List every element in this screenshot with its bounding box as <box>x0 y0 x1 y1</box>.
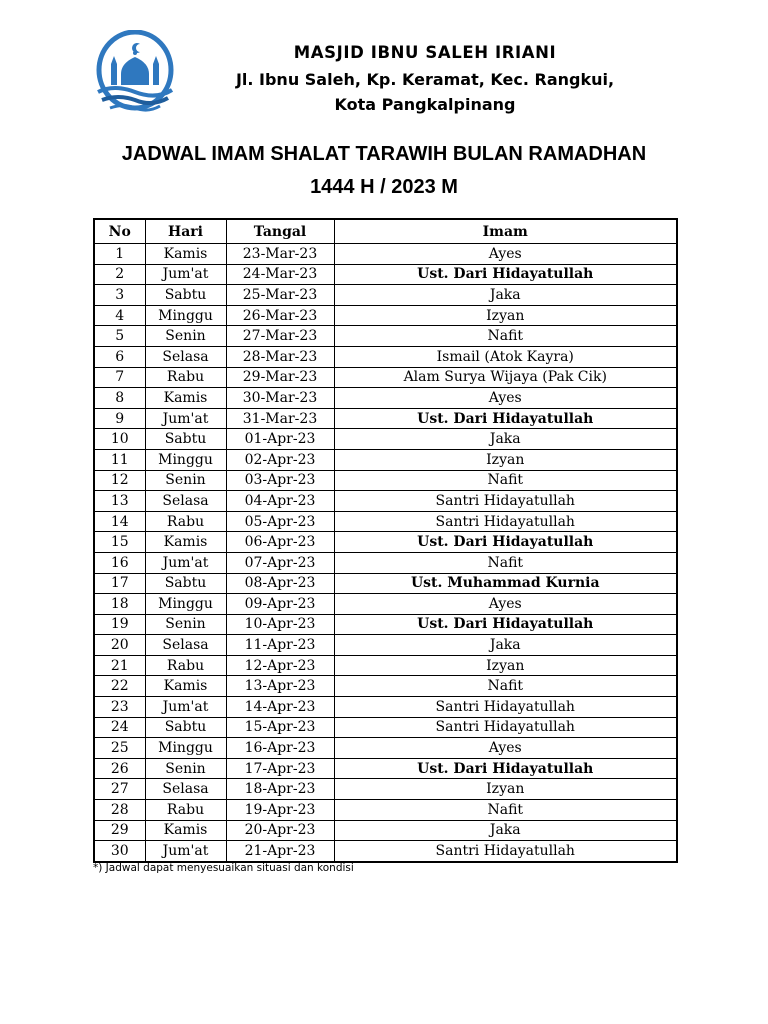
cell-no: 7 <box>94 367 145 388</box>
cell-imam: Jaka <box>334 635 677 656</box>
cell-imam: Nafit <box>334 800 677 821</box>
cell-tanggal: 04-Apr-23 <box>226 491 334 512</box>
cell-tanggal: 10-Apr-23 <box>226 614 334 635</box>
cell-no: 11 <box>94 449 145 470</box>
table-row <box>94 758 677 779</box>
table-row <box>94 573 677 594</box>
table-header-row <box>94 219 677 244</box>
cell-no: 13 <box>94 491 145 512</box>
mosque-logo-icon <box>94 30 176 116</box>
cell-hari: Jum'at <box>145 264 226 285</box>
schedule-year: 1444 H / 2023 M <box>310 176 458 198</box>
cell-tanggal: 14-Apr-23 <box>226 697 334 718</box>
cell-no: 27 <box>94 779 145 800</box>
cell-hari: Jum'at <box>145 841 226 862</box>
cell-tanggal: 03-Apr-23 <box>226 470 334 491</box>
cell-hari: Selasa <box>145 346 226 367</box>
cell-no: 16 <box>94 552 145 573</box>
cell-tanggal: 01-Apr-23 <box>226 429 334 450</box>
cell-hari: Minggu <box>145 738 226 759</box>
cell-no: 24 <box>94 717 145 738</box>
cell-imam: Ayes <box>334 244 677 265</box>
table-row <box>94 264 677 285</box>
table-row <box>94 491 677 512</box>
cell-hari: Senin <box>145 470 226 491</box>
cell-tanggal: 06-Apr-23 <box>226 532 334 553</box>
cell-tanggal: 26-Mar-23 <box>226 305 334 326</box>
cell-no: 6 <box>94 346 145 367</box>
table-row <box>94 470 677 491</box>
header-hari: Hari <box>145 219 226 244</box>
cell-no: 23 <box>94 697 145 718</box>
table-row <box>94 285 677 306</box>
cell-no: 5 <box>94 326 145 347</box>
header-imam: Imam <box>334 219 677 244</box>
table-row <box>94 779 677 800</box>
cell-no: 20 <box>94 635 145 656</box>
cell-imam: Nafit <box>334 676 677 697</box>
cell-imam: Izyan <box>334 655 677 676</box>
cell-tanggal: 28-Mar-23 <box>226 346 334 367</box>
cell-hari: Selasa <box>145 635 226 656</box>
cell-tanggal: 24-Mar-23 <box>226 264 334 285</box>
cell-tanggal: 21-Apr-23 <box>226 841 334 862</box>
cell-tanggal: 23-Mar-23 <box>226 244 334 265</box>
cell-hari: Minggu <box>145 449 226 470</box>
cell-tanggal: 17-Apr-23 <box>226 758 334 779</box>
schedule-title: JADWAL IMAM SHALAT TARAWIH BULAN RAMADHAN <box>121 143 647 165</box>
table-row <box>94 738 677 759</box>
table-row <box>94 552 677 573</box>
table-row <box>94 820 677 841</box>
table-row <box>94 532 677 553</box>
cell-hari: Rabu <box>145 367 226 388</box>
table-row <box>94 388 677 409</box>
cell-imam: Jaka <box>334 285 677 306</box>
table-row <box>94 614 677 635</box>
cell-imam: Ust. Dari Hidayatullah <box>334 532 677 553</box>
cell-no: 30 <box>94 841 145 862</box>
cell-tanggal: 29-Mar-23 <box>226 367 334 388</box>
header-no: No <box>94 219 145 244</box>
cell-imam: Jaka <box>334 429 677 450</box>
cell-hari: Kamis <box>145 532 226 553</box>
cell-hari: Senin <box>145 326 226 347</box>
cell-imam: Izyan <box>334 305 677 326</box>
cell-hari: Kamis <box>145 244 226 265</box>
cell-imam: Santri Hidayatullah <box>334 841 677 862</box>
cell-imam: Santri Hidayatullah <box>334 491 677 512</box>
cell-imam: Ust. Dari Hidayatullah <box>334 408 677 429</box>
table-row <box>94 841 677 862</box>
cell-tanggal: 13-Apr-23 <box>226 676 334 697</box>
cell-imam: Alam Surya Wijaya (Pak Cik) <box>334 367 677 388</box>
mosque-name: MASJID IBNU SALEH IRIANI <box>293 43 557 62</box>
cell-no: 12 <box>94 470 145 491</box>
cell-hari: Rabu <box>145 511 226 532</box>
cell-no: 4 <box>94 305 145 326</box>
cell-tanggal: 30-Mar-23 <box>226 388 334 409</box>
cell-hari: Sabtu <box>145 285 226 306</box>
cell-no: 2 <box>94 264 145 285</box>
cell-imam: Ust. Dari Hidayatullah <box>334 264 677 285</box>
table-row <box>94 367 677 388</box>
cell-imam: Ust. Dari Hidayatullah <box>334 758 677 779</box>
cell-tanggal: 12-Apr-23 <box>226 655 334 676</box>
cell-no: 18 <box>94 594 145 615</box>
cell-no: 19 <box>94 614 145 635</box>
cell-no: 15 <box>94 532 145 553</box>
cell-no: 29 <box>94 820 145 841</box>
cell-tanggal: 20-Apr-23 <box>226 820 334 841</box>
table-row <box>94 717 677 738</box>
cell-imam: Ust. Dari Hidayatullah <box>334 614 677 635</box>
cell-hari: Sabtu <box>145 429 226 450</box>
cell-tanggal: 07-Apr-23 <box>226 552 334 573</box>
cell-imam: Izyan <box>334 449 677 470</box>
cell-imam: Santri Hidayatullah <box>334 697 677 718</box>
cell-imam: Ayes <box>334 594 677 615</box>
cell-tanggal: 19-Apr-23 <box>226 800 334 821</box>
cell-imam: Ayes <box>334 388 677 409</box>
cell-tanggal: 18-Apr-23 <box>226 779 334 800</box>
cell-hari: Selasa <box>145 491 226 512</box>
cell-imam: Santri Hidayatullah <box>334 717 677 738</box>
table-row <box>94 676 677 697</box>
cell-tanggal: 05-Apr-23 <box>226 511 334 532</box>
cell-tanggal: 11-Apr-23 <box>226 635 334 656</box>
cell-hari: Jum'at <box>145 697 226 718</box>
table-row <box>94 305 677 326</box>
cell-imam: Nafit <box>334 552 677 573</box>
cell-no: 25 <box>94 738 145 759</box>
table-row <box>94 449 677 470</box>
cell-imam: Nafit <box>334 326 677 347</box>
cell-no: 26 <box>94 758 145 779</box>
table-row <box>94 511 677 532</box>
cell-hari: Kamis <box>145 820 226 841</box>
cell-no: 17 <box>94 573 145 594</box>
cell-hari: Rabu <box>145 655 226 676</box>
cell-hari: Minggu <box>145 594 226 615</box>
table-row <box>94 244 677 265</box>
cell-hari: Jum'at <box>145 552 226 573</box>
cell-tanggal: 08-Apr-23 <box>226 573 334 594</box>
cell-no: 22 <box>94 676 145 697</box>
cell-no: 9 <box>94 408 145 429</box>
mosque-city: Kota Pangkalpinang <box>334 95 516 114</box>
cell-hari: Jum'at <box>145 408 226 429</box>
cell-imam: Ismail (Atok Kayra) <box>334 346 677 367</box>
cell-imam: Nafit <box>334 470 677 491</box>
mosque-address: Jl. Ibnu Saleh, Kp. Keramat, Kec. Rangkui, <box>235 70 615 89</box>
table-row <box>94 697 677 718</box>
cell-imam: Ust. Muhammad Kurnia <box>334 573 677 594</box>
cell-hari: Selasa <box>145 779 226 800</box>
cell-tanggal: 16-Apr-23 <box>226 738 334 759</box>
table-row <box>94 635 677 656</box>
cell-no: 1 <box>94 244 145 265</box>
cell-no: 3 <box>94 285 145 306</box>
table-row <box>94 326 677 347</box>
cell-hari: Kamis <box>145 388 226 409</box>
table-row <box>94 655 677 676</box>
footnote: *) Jadwal dapat menyesuaikan situasi dan kondisi <box>93 862 354 874</box>
cell-imam: Izyan <box>334 779 677 800</box>
cell-imam: Jaka <box>334 820 677 841</box>
table-row <box>94 429 677 450</box>
imam-schedule-table <box>93 218 678 863</box>
cell-tanggal: 27-Mar-23 <box>226 326 334 347</box>
cell-hari: Kamis <box>145 676 226 697</box>
table-row <box>94 800 677 821</box>
cell-no: 10 <box>94 429 145 450</box>
header-tanggal: Tangal <box>226 219 334 244</box>
cell-tanggal: 15-Apr-23 <box>226 717 334 738</box>
table-row <box>94 346 677 367</box>
cell-tanggal: 25-Mar-23 <box>226 285 334 306</box>
cell-hari: Sabtu <box>145 573 226 594</box>
cell-imam: Ayes <box>334 738 677 759</box>
cell-hari: Senin <box>145 758 226 779</box>
cell-tanggal: 09-Apr-23 <box>226 594 334 615</box>
cell-hari: Sabtu <box>145 717 226 738</box>
cell-no: 14 <box>94 511 145 532</box>
cell-no: 28 <box>94 800 145 821</box>
table-row <box>94 408 677 429</box>
cell-tanggal: 02-Apr-23 <box>226 449 334 470</box>
cell-hari: Rabu <box>145 800 226 821</box>
cell-no: 21 <box>94 655 145 676</box>
cell-no: 8 <box>94 388 145 409</box>
cell-imam: Santri Hidayatullah <box>334 511 677 532</box>
cell-tanggal: 31-Mar-23 <box>226 408 334 429</box>
cell-hari: Minggu <box>145 305 226 326</box>
table-row <box>94 594 677 615</box>
cell-hari: Senin <box>145 614 226 635</box>
